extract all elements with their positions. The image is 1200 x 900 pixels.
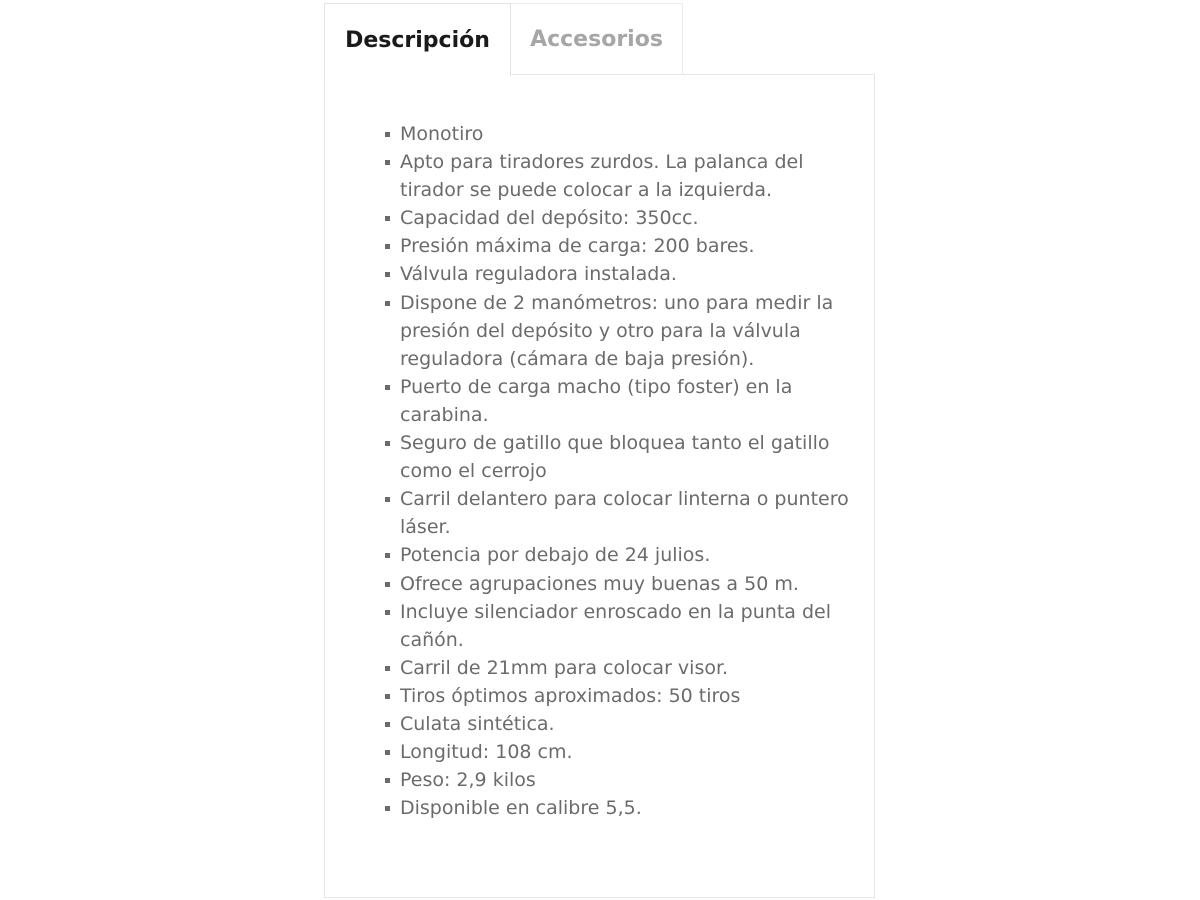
list-item: Incluye silenciador enroscado en la punta del cañón. [400,598,850,654]
product-tabs [324,3,683,75]
list-item: Tiros óptimos aproximados: 50 tiros [400,682,850,710]
description-panel [324,74,875,898]
list-item: Peso: 2,9 kilos [400,766,850,794]
feature-list [380,120,850,822]
list-item: Puerto de carga macho (tipo foster) en la carabina. [400,373,850,429]
list-item: Culata sintética. [400,710,850,738]
list-item: Presión máxima de carga: 200 bares. [400,232,850,260]
list-item: Capacidad del depósito: 350cc. [400,204,850,232]
tab-accesorios[interactable]: Accesorios [511,3,683,75]
list-item: Potencia por debajo de 24 julios. [400,541,850,569]
list-item: Apto para tiradores zurdos. La palanca del tirador se puede colocar a la izquierda. [400,148,850,204]
list-item: Válvula reguladora instalada. [400,260,850,288]
list-item: Ofrece agrupaciones muy buenas a 50 m. [400,570,850,598]
tab-descripcion[interactable]: Descripción [324,3,511,76]
list-item: Dispone de 2 manómetros: uno para medir la presión del depósito y otro para la válvula reguladora (cámara de baja presión). [400,289,850,373]
list-item: Carril de 21mm para colocar visor. [400,654,850,682]
list-item: Carril delantero para colocar linterna o puntero láser. [400,485,850,541]
list-item: Seguro de gatillo que bloquea tanto el gatillo como el cerrojo [400,429,850,485]
list-item: Longitud: 108 cm. [400,738,850,766]
list-item: Monotiro [400,120,850,148]
list-item: Disponible en calibre 5,5. [400,794,850,822]
